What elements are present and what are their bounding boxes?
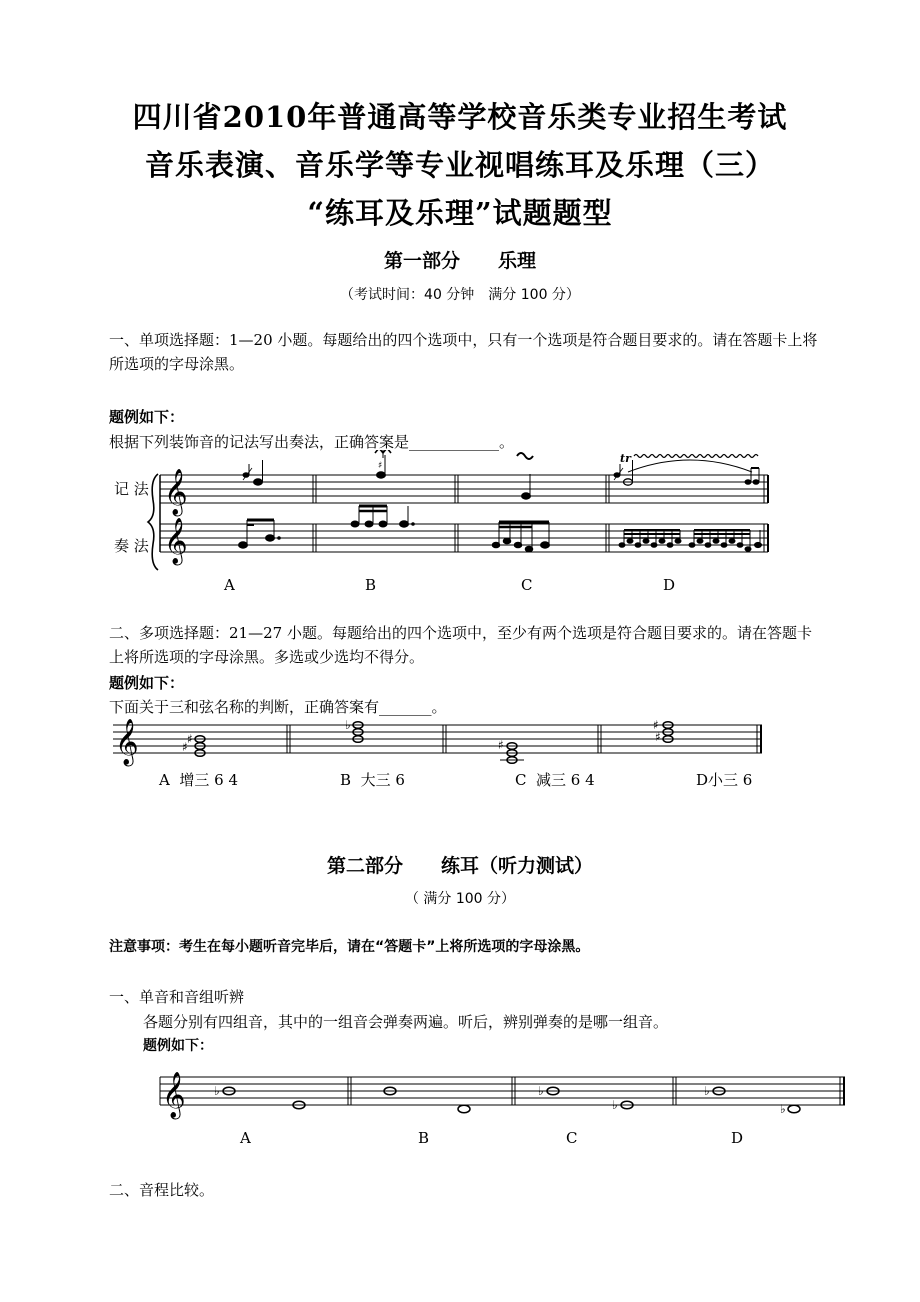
svg-text:♯: ♯ [653, 718, 659, 732]
q2-option-b [340, 769, 405, 790]
q2-option-b-letter: B [340, 771, 352, 789]
q2-option-c-letter: C [515, 771, 527, 789]
svg-text:♭: ♭ [612, 1098, 618, 1112]
ornament-score-svg [0, 450, 920, 600]
svg-text:♯: ♯ [655, 730, 661, 744]
triad-score-svg [0, 715, 920, 775]
q1-option-b: B [365, 576, 377, 594]
svg-text:♯: ♯ [187, 732, 193, 746]
svg-text:tr: tr [620, 452, 631, 465]
q2-option-a-text: 增三 6 4 [179, 771, 239, 789]
s1-example-label: 题例如下： [143, 1038, 213, 1054]
svg-text:♭: ♭ [704, 1084, 710, 1098]
part2-heading: 第二部分 练耳（听力测试） [326, 855, 593, 877]
s2-heading: 二、音程比较。 [109, 1181, 215, 1199]
svg-text:♯: ♯ [378, 461, 383, 471]
turn-icon [517, 453, 533, 459]
s1-option-a: A [240, 1129, 251, 1147]
part2-notice: 注意事项：考生在每小题听音完毕后，请在“答题卡”上将所选项的字母涂黑。 [109, 939, 590, 955]
q1-option-a: A [224, 576, 235, 594]
q2-example-label: 题例如下： [109, 674, 185, 692]
svg-text:♭: ♭ [780, 1102, 786, 1116]
q2-instruction: 二、多项选择题：21—27 小题。每题给出的四个选项中，至少有两个选项是符合题目要求的。请在答题卡上将所选项的字母涂黑。多选或少选均不得分。 [109, 624, 812, 666]
treble-clef-icon: 𝄞 [164, 469, 188, 515]
q1-example-label: 题例如下： [109, 408, 185, 426]
s1-option-b: B [418, 1129, 430, 1147]
triad-figure [0, 715, 920, 779]
q1-option-d: D [663, 576, 676, 594]
svg-text:♭: ♭ [538, 1084, 544, 1098]
title-line-1: 四川省2010年普通高等学校音乐类专业招生考试 [132, 100, 788, 134]
q2-option-a-letter: A [159, 771, 170, 789]
ornament-figure [0, 450, 920, 604]
q2-option-d-letter: D [696, 771, 709, 789]
svg-text:♯: ♯ [182, 740, 188, 754]
q1-option-c: C [521, 576, 533, 594]
row-label-notation: 记 法 [114, 480, 149, 498]
q2-prompt: 下面关于三和弦名称的判断，正确答案有_______。 [109, 698, 447, 716]
s1-heading: 一、单音和音组听辨 [109, 988, 245, 1006]
s1-option-d: D [731, 1129, 744, 1147]
part1-exam-note: （考试时间：40 分钟 满分 100 分） [340, 287, 580, 303]
treble-clef-icon: 𝄞 [164, 518, 188, 564]
treble-clef-icon: 𝄞 [162, 1072, 186, 1118]
interval-score-svg [0, 1070, 920, 1130]
part1-heading: 第一部分 乐理 [383, 250, 536, 272]
q2-option-d [696, 769, 752, 790]
q2-option-c [515, 769, 595, 790]
part2-score-note: （ 满分 100 分） [404, 891, 516, 907]
svg-text:♯: ♯ [498, 738, 504, 752]
q2-option-c-text: 减三 6 4 [536, 771, 595, 789]
svg-text:♭: ♭ [345, 718, 351, 732]
s1-option-c: C [566, 1129, 578, 1147]
q2-option-b-text: 大三 6 [360, 771, 405, 789]
interval-figure [0, 1070, 920, 1134]
s1-description: 各题分别有四组音，其中的一组音会弹奏两遍。听后，辨别弹奏的是哪一组音。 [143, 1013, 669, 1031]
trill-icon [634, 455, 758, 458]
title-line-2: 音乐表演、音乐学等专业视唱练耳及乐理（三） [144, 148, 775, 182]
q1-prompt: 根据下列装饰音的记法写出奏法，正确答案是____________。 [109, 433, 515, 451]
treble-clef-icon: 𝄞 [115, 719, 139, 765]
title-line-3: “练耳及乐理”试题题型 [307, 196, 613, 230]
row-label-performance: 奏 法 [114, 537, 149, 555]
q2-option-a [159, 769, 238, 790]
svg-text:♭: ♭ [214, 1084, 220, 1098]
q2-option-d-text: 小三 6 [708, 771, 753, 789]
q1-instruction: 一、单项选择题：1—20 小题。每题给出的四个选项中，只有一个选项是符合题目要求的。请在答题卡上将所选项的字母涂黑。 [109, 331, 818, 373]
